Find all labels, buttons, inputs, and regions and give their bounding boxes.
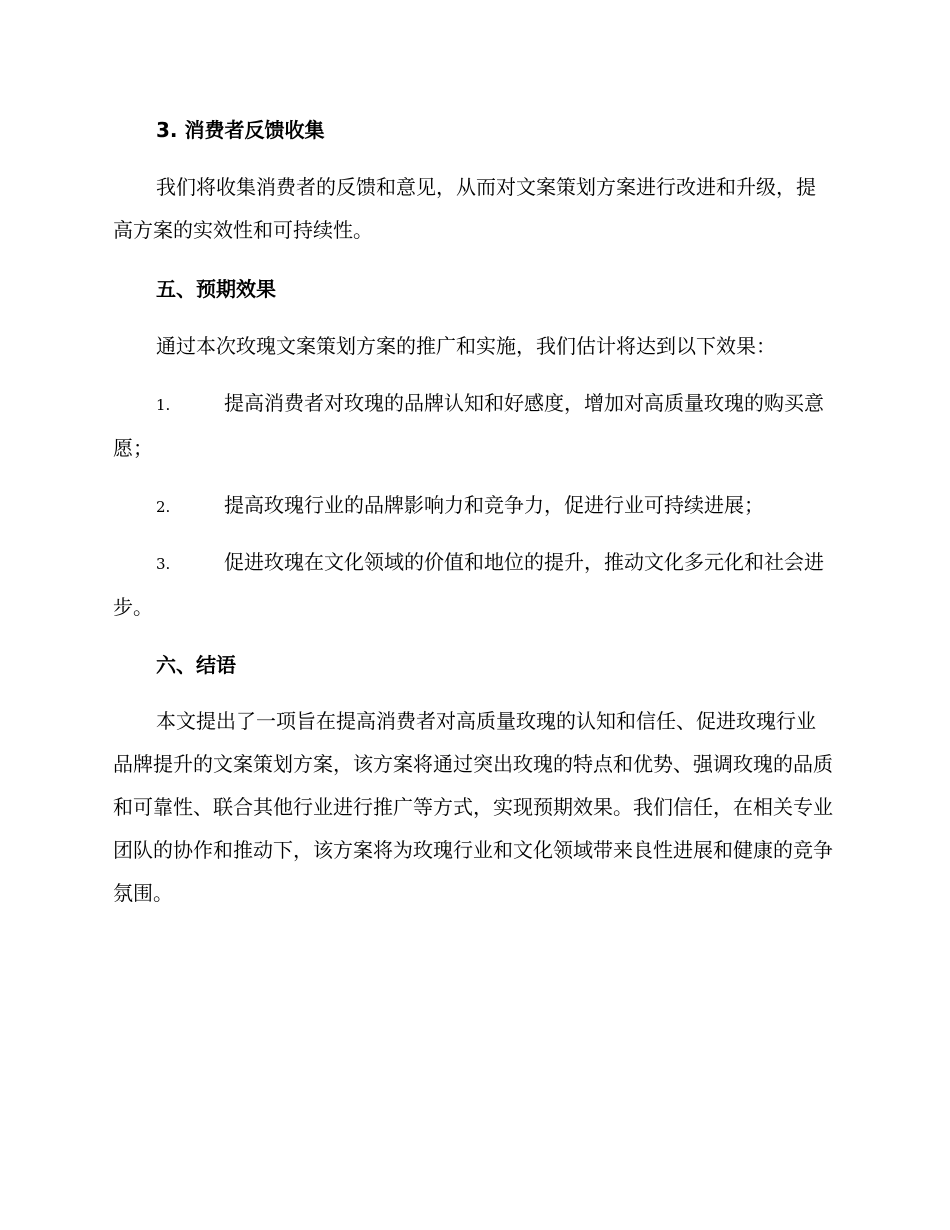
list-item-text: 提高玫瑰行业的品牌影响力和竞争力，促进行业可持续进展； [224,493,764,517]
paragraph-conclusion: 本文提出了一项旨在提高消费者对高质量玫瑰的认知和信任、促进玫瑰行业品牌提升的文案策划方案，该方案将通过突出玫瑰的特点和优势、强调玫瑰的品质和可靠性、联合其他行业进行推广等方式，实现预期效果。我们信任，在相关专业团队的协作和推动下，该方案将为玫瑰行业和文化领域带来良性进展和健康的竞争氛围。 [113,709,833,905]
paragraph-expected-intro: 通过本次玫瑰文案策划方案的推广和实施，我们估计将达到以下效果： [156,334,776,358]
list-item-number: 2. [156,498,171,516]
list-item-number: 1. [156,396,171,414]
list-item-text: 提高消费者对玫瑰的品牌认知和好感度，增加对高质量玫瑰的购买意愿； [113,391,824,460]
list-item-text: 促进玫瑰在文化领域的价值和地位的提升，推动文化多元化和社会进步。 [113,550,824,619]
paragraph-feedback: 我们将收集消费者的反馈和意见，从而对文案策划方案进行改进和升级，提高方案的实效性和可持续性。 [113,175,816,242]
heading-conclusion: 六、结语 [156,653,236,677]
heading-expected-effects: 五、预期效果 [156,277,276,301]
list-item [113,382,833,470]
heading-consumer-feedback: 3. 消费者反馈收集 [156,118,325,142]
list-item [113,541,833,629]
list-item-number: 3. [156,555,171,573]
list-item [113,484,833,529]
